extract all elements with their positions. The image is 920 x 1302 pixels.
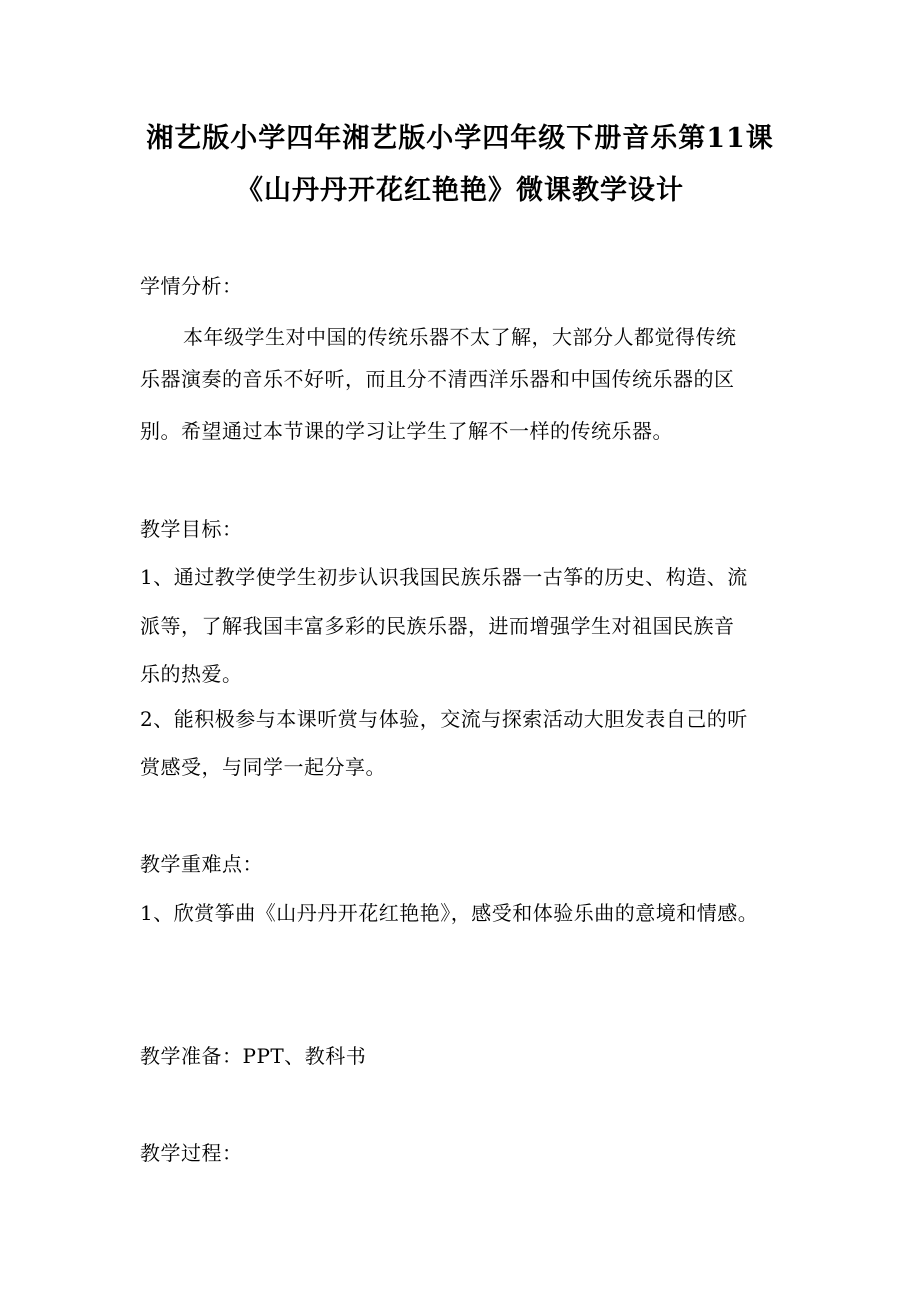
analysis-heading: 学情分析： — [140, 274, 243, 298]
objectives-heading: 教学目标： — [140, 517, 243, 541]
document-title-line-2: 《山丹丹开花红艳艳》微课教学设计 — [236, 175, 684, 206]
objective-line: 派等，了解我国丰富多彩的民族乐器，进而增强学生对祖国民族音 — [140, 614, 735, 638]
objective-line: 乐的热爱。 — [140, 662, 243, 686]
objective-line: 1、通过教学使学生初步认识我国民族乐器一古筝的历史、构造、流 — [140, 565, 748, 589]
objective-line: 赏感受，与同学一起分享。 — [140, 755, 386, 779]
analysis-paragraph-line: 乐器演奏的音乐不好听，而且分不清西洋乐器和中国传统乐器的区 — [140, 367, 735, 391]
key-points-heading: 教学重难点： — [140, 852, 263, 876]
key-point-line: 1、欣赏筝曲《山丹丹开花红艳艳》，感受和体验乐曲的意境和情感。 — [140, 901, 759, 925]
preparation-line: 教学准备：PPT、教科书 — [140, 1044, 367, 1068]
analysis-paragraph-line: 别。希望通过本节课的学习让学生了解不一样的传统乐器。 — [140, 419, 673, 443]
analysis-paragraph-line: 本年级学生对中国的传统乐器不太了解，大部分人都觉得传统 — [183, 325, 737, 349]
process-heading: 教学过程： — [140, 1141, 243, 1165]
objective-line: 2、能积极参与本课听赏与体验，交流与探索活动大胆发表自己的听 — [140, 707, 748, 731]
document-title-line-1: 湘艺版小学四年湘艺版小学四年级下册音乐第11课 — [146, 123, 774, 154]
